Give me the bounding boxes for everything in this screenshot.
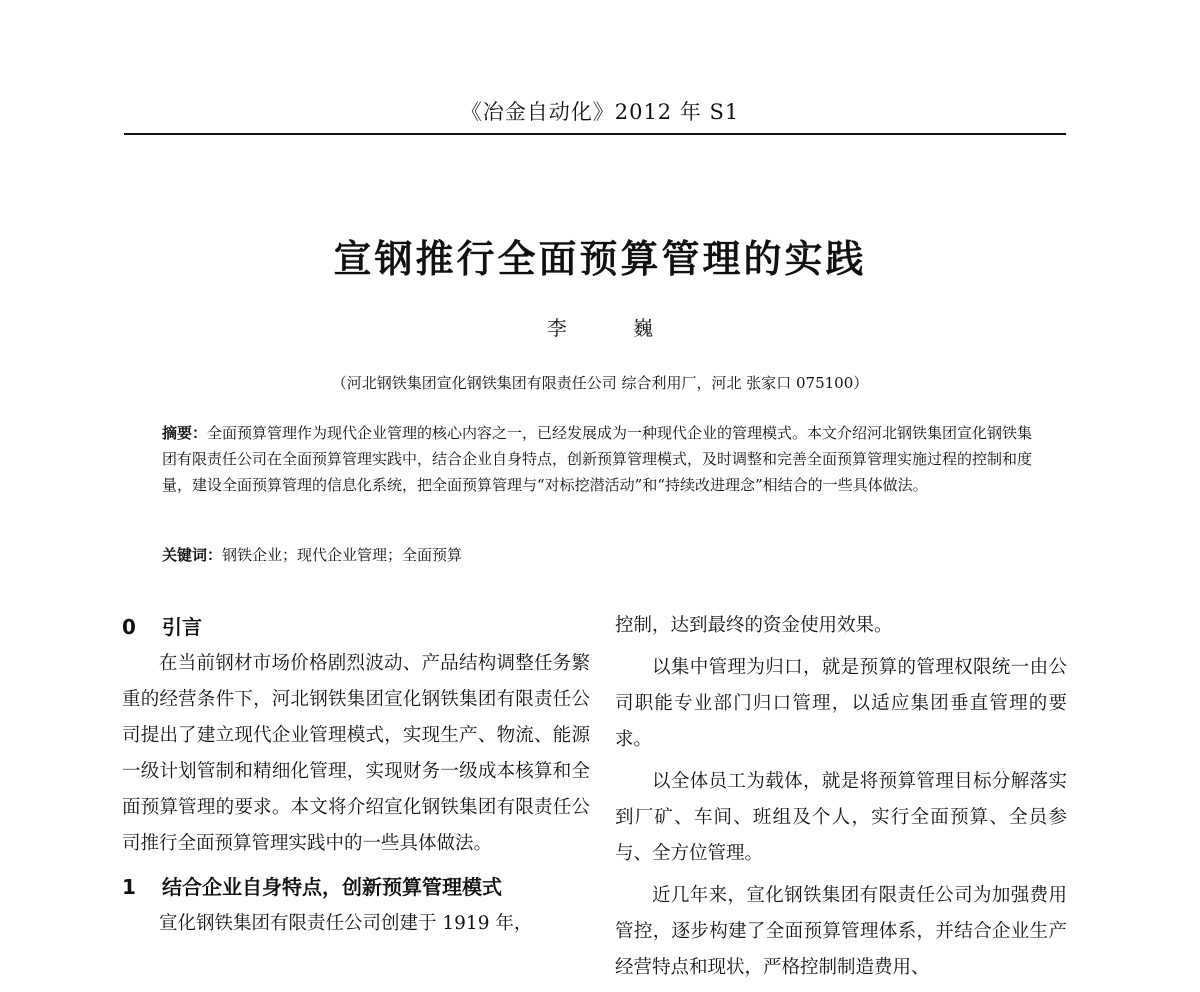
section-number: 0 xyxy=(122,615,136,639)
abstract xyxy=(162,420,1042,498)
affiliation: （河北钢铁集团宣化钢铁集团有限责任公司 综合利用厂，河北 张家口 075100） xyxy=(331,374,869,392)
abstract-text: 全面预算管理作为现代企业管理的核心内容之一，已经发展成为一种现代企业的管理模式。本文介绍河北钢铁集团宣化钢铁集团有限责任公司在全面预算管理实践中，结合企业自身特点，创新预算管理模式，及时调整和完善全面预算管理实施过程的控制和度量，建设全面预算管理的信息化系统，把全面预算管理与“对标挖潜活动”和“持续改进理念”相结合的一些具体做法。 xyxy=(162,424,1033,494)
section-number: 1 xyxy=(122,875,136,899)
abstract-label: 摘要： xyxy=(162,424,208,442)
keywords-text: 钢铁企业；现代企业管理；全面预算 xyxy=(222,546,463,564)
journal-header: 《冶金自动化》2012 年 S1 xyxy=(460,100,740,124)
paragraph: 在当前钢材市场价格剧烈波动、产品结构调整任务繁重的经营条件下，河北钢铁集团宣化钢铁集团有限责任公司提出了建立现代企业管理模式，实现生产、物流、能源一级计划管制和精细化管理，实现财务一级成本核算和全面预算管理的要求。本文将介绍宣化钢铁集团有限责任公司推行全面预算管理实践中的一些具体做法。 xyxy=(122,653,590,854)
keywords xyxy=(162,542,1042,568)
header-rule xyxy=(124,133,1066,135)
author: 李 巍 xyxy=(546,316,684,340)
section-heading-1 xyxy=(122,868,590,906)
paragraph: 近几年来，宣化钢铁集团有限责任公司为加强费用管控，逐步构建了全面预算管理体系，并结合企业生产经营特点和现状，严格控制制造费用、 xyxy=(615,885,1067,978)
right-column xyxy=(615,608,1067,992)
section-heading-0 xyxy=(122,608,590,646)
paragraph: 以集中管理为归口，就是预算的管理权限统一由公司职能专业部门归口管理，以适应集团垂直管理的要求。 xyxy=(615,657,1067,750)
section-title: 结合企业自身特点，创新预算管理模式 xyxy=(162,875,502,899)
paragraph: 宣化钢铁集团有限责任公司创建于 1919 年， xyxy=(159,913,533,934)
paragraph: 控制，达到最终的资金使用效果。 xyxy=(615,615,893,636)
section-title: 引言 xyxy=(162,615,202,639)
left-column xyxy=(122,608,590,948)
keywords-label: 关键词： xyxy=(162,546,223,564)
paper-title: 宣钢推行全面预算管理的实践 xyxy=(333,237,867,281)
paragraph: 以全体员工为载体，就是将预算管理目标分解落实到厂矿、车间、班组及个人，实行全面预算、全员参与、全方位管理。 xyxy=(615,771,1067,864)
